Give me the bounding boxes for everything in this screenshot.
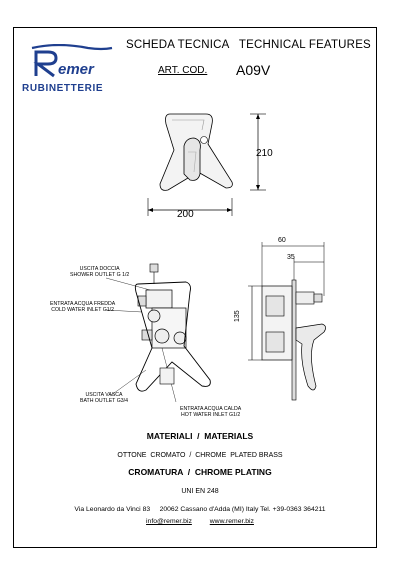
height-dimension-135: 135 — [234, 310, 241, 322]
svg-text:emer: emer — [58, 61, 94, 78]
height-dimension: 210 — [256, 148, 273, 159]
article-code: A09V — [236, 62, 271, 78]
remer-logo — [28, 44, 116, 80]
plating-heading: CROMATURA / CHROME PLATING — [128, 467, 272, 477]
email-link[interactable]: info@remer.biz — [146, 518, 192, 525]
website-link[interactable]: www.remer.biz — [209, 518, 254, 525]
label-bath-outlet: USCITA VASCA BATH OUTLET G3/4 — [80, 392, 128, 404]
brand-subtitle: RUBINETTERIE — [22, 83, 104, 94]
depth-dimension-35: 35 — [287, 254, 295, 261]
contact-line — [0, 518, 400, 525]
width-dimension: 200 — [177, 209, 194, 220]
materials-text: OTTONE CROMATO / CHROME PLATED BRASS — [117, 452, 283, 459]
side-view-drawing — [236, 236, 336, 406]
label-hot-inlet: ENTRATA ACQUA CALDA HOT WATER INLET G1/2 — [180, 406, 242, 418]
label-cold-inlet: ENTRATA ACQUA FREDDA COLD WATER INLET G1/2 — [50, 301, 116, 313]
front-view-drawing — [120, 100, 290, 240]
company-address: Via Leonardo da Vinci 83 20062 Cassano d'Adda (MI) Italy Tel. +39-0363 364211 — [74, 506, 326, 513]
label-shower-outlet: USCITA DOCCIA SHOWER OUTLET G 1/2 — [70, 266, 130, 278]
article-code-label: ART. COD. — [158, 65, 208, 76]
standard-norm: UNI EN 248 — [181, 488, 219, 495]
materials-heading: MATERIALI / MATERIALS — [146, 431, 254, 441]
sheet-title: SCHEDA TECNICA TECHNICAL FEATURES — [126, 39, 371, 51]
depth-dimension-60: 60 — [278, 237, 286, 244]
